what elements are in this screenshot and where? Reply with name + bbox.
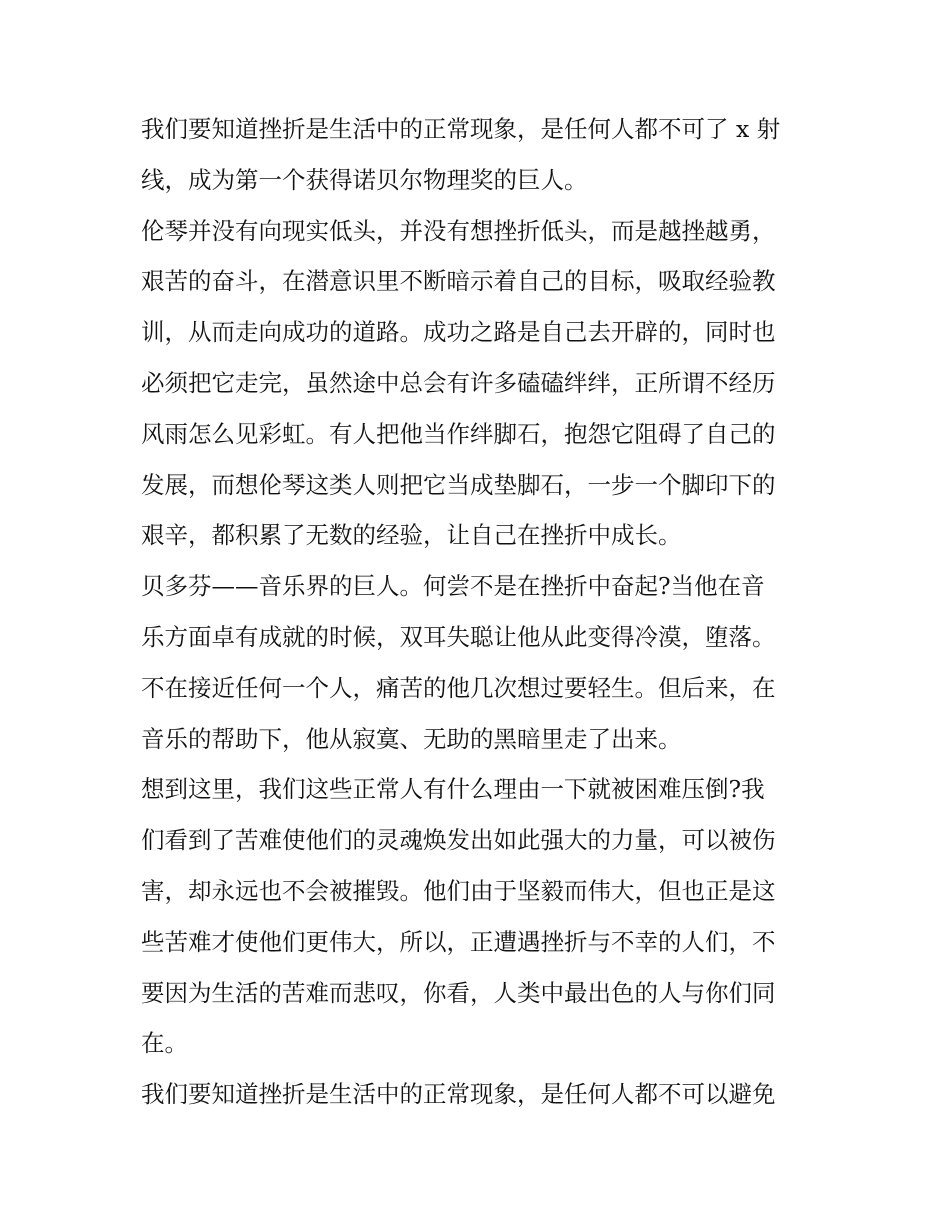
text-line: 线，成为第一个获得诺贝尔物理奖的巨人。: [141, 165, 588, 194]
text-line: 想到这里，我们这些正常人有什么理由一下就被困难压倒?我: [141, 775, 765, 804]
text-line: 风雨怎么见彩虹。有人把他当作绊脚石，抱怨它阻碍了自己的: [141, 419, 776, 448]
text-line: 必须把它走完，虽然途中总会有许多磕磕绊绊，正所谓不经历: [141, 368, 776, 397]
text-line: 贝多芬——音乐界的巨人。何尝不是在挫折中奋起?当他在音: [141, 572, 765, 601]
text-line: 发展，而想伦琴这类人则把它当成垫脚石，一步一个脚印下的: [141, 470, 776, 499]
text-line: 害，却永远也不会被摧毁。他们由于坚毅而伟大，但也正是这: [141, 876, 776, 905]
text-line: 艰苦的奋斗，在潜意识里不断暗示着自己的目标，吸取经验教: [141, 267, 776, 296]
text-line: 些苦难才使他们更伟大，所以，正遭遇挫折与不幸的人们，不: [141, 927, 776, 956]
text-line: 音乐的帮助下，他从寂寞、无助的黑暗里走了出来。: [141, 724, 682, 753]
text-line: 艰辛，都积累了无数的经验，让自己在挫折中成长。: [141, 521, 682, 550]
text-line: 不在接近任何一个人，痛苦的他几次想过要轻生。但后来，在: [141, 673, 776, 702]
text-line: 伦琴并没有向现实低头，并没有想挫折低头，而是越挫越勇，: [141, 216, 776, 245]
text-line: 训，从而走向成功的道路。成功之路是自己去开辟的，同时也: [141, 318, 776, 347]
text-line: 在。: [141, 1029, 188, 1058]
text-line: 我们要知道挫折是生活中的正常现象，是任何人都不可以避免: [141, 1080, 776, 1109]
text-line: 我们要知道挫折是生活中的正常现象，是任何人都不可了 x 射: [141, 115, 781, 143]
text-line: 乐方面卓有成就的时候，双耳失聪让他从此变得冷漠，堕落。: [141, 622, 776, 651]
text-line: 们看到了苦难使他们的灵魂焕发出如此强大的力量，可以被伤: [141, 826, 776, 855]
body-text: [141, 104, 821, 1120]
text-line: 要因为生活的苦难而悲叹，你看，人类中最出色的人与你们同: [141, 978, 776, 1007]
